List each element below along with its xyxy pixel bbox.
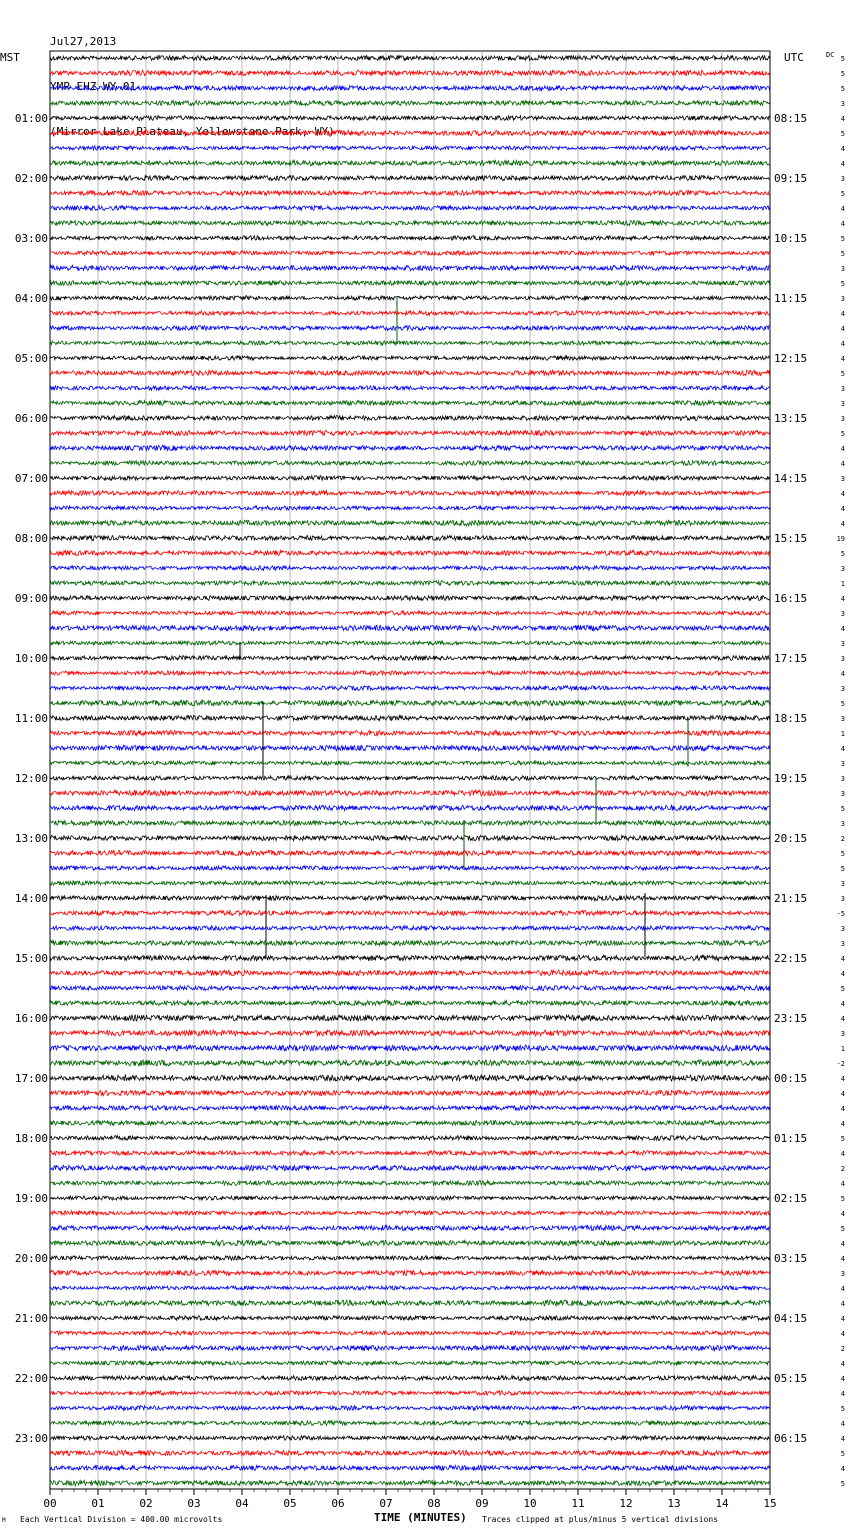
seismic-trace xyxy=(50,146,770,150)
dc-offset-label: 3 xyxy=(840,175,845,183)
right-hour-label: 10:15 xyxy=(774,232,808,245)
seismic-trace xyxy=(50,535,770,540)
dc-offset-label: 3 xyxy=(840,790,845,798)
left-hour-label: 02:00 xyxy=(14,172,48,185)
seismic-trace xyxy=(50,236,770,240)
right-hour-label: 23:15 xyxy=(774,1012,808,1025)
seismic-trace xyxy=(50,190,770,195)
seismic-trace xyxy=(50,1421,770,1426)
seismic-trace xyxy=(50,730,770,735)
right-hour-label: 15:15 xyxy=(774,532,808,545)
seismic-trace xyxy=(50,1015,770,1021)
dc-offset-label: 1 xyxy=(840,730,845,738)
right-hour-label: 00:15 xyxy=(774,1072,808,1085)
seismic-trace xyxy=(50,1300,770,1306)
left-hour-label: 18:00 xyxy=(14,1132,48,1145)
seismic-trace xyxy=(50,1165,770,1170)
seismic-trace xyxy=(50,1286,770,1290)
dc-offset-label: 4 xyxy=(840,310,845,318)
dc-offset-label: 4 xyxy=(840,625,845,633)
dc-offset-label: 4 xyxy=(840,160,845,168)
seismic-trace xyxy=(50,866,770,871)
seismic-trace xyxy=(50,1361,770,1365)
seismic-trace xyxy=(50,1060,770,1066)
dc-offset-label: 4 xyxy=(840,970,845,978)
left-hour-label: 22:00 xyxy=(14,1372,48,1385)
seismic-trace xyxy=(50,100,770,105)
seismic-trace xyxy=(50,1465,770,1470)
right-hour-label: 02:15 xyxy=(774,1192,808,1205)
right-hour-label: 20:15 xyxy=(774,832,808,845)
dc-offset-label: -2 xyxy=(836,1060,845,1068)
dc-offset-label: 4 xyxy=(840,340,845,348)
seismic-trace xyxy=(50,611,770,615)
dc-offset-label: 4 xyxy=(840,505,845,513)
dc-offset-label: 5 xyxy=(840,430,845,438)
x-tick-label: 14 xyxy=(715,1497,729,1510)
left-hour-label: 23:00 xyxy=(14,1432,48,1445)
dc-offset-label: 4 xyxy=(840,1435,845,1443)
seismic-trace xyxy=(50,1090,770,1095)
dc-offset-label: 5 xyxy=(840,280,845,288)
seismic-trace xyxy=(50,1225,770,1230)
dc-offset-label: 3 xyxy=(840,565,845,573)
seismic-trace xyxy=(50,820,770,825)
seismic-trace xyxy=(50,835,770,840)
dc-offset-label: 5 xyxy=(840,550,845,558)
dc-offset-label: 4 xyxy=(840,1330,845,1338)
seismic-trace xyxy=(50,1211,770,1215)
right-hour-label: 09:15 xyxy=(774,172,808,185)
seismic-trace xyxy=(50,506,770,510)
station-location: (Mirror Lake Plateau, Yellowstone Park, WY) xyxy=(50,125,335,138)
x-tick-label: 10 xyxy=(523,1497,537,1510)
seismic-trace xyxy=(50,805,770,811)
dc-offset-label: 5 xyxy=(840,130,845,138)
right-hour-label: 13:15 xyxy=(774,412,808,425)
left-hour-label: 08:00 xyxy=(14,532,48,545)
plot-date: Jul27,2013 xyxy=(50,35,117,48)
dc-offset-label: 1 xyxy=(840,1045,845,1053)
dc-offset-label: 3 xyxy=(840,295,845,303)
seismic-trace xyxy=(50,1436,770,1441)
dc-offset-label: 3 xyxy=(840,715,845,723)
dc-offset-label: 3 xyxy=(840,820,845,828)
seismic-trace xyxy=(50,70,770,76)
seismic-trace xyxy=(50,281,770,286)
seismic-trace xyxy=(50,671,770,676)
dc-offset-label: 3 xyxy=(840,385,845,393)
dc-offset-label: 4 xyxy=(840,445,845,453)
seismic-trace xyxy=(50,625,770,631)
dc-offset-label: 4 xyxy=(840,1465,845,1473)
dc-offset-label: 5 xyxy=(840,85,845,93)
left-hour-label: 04:00 xyxy=(14,292,48,305)
seismic-trace xyxy=(50,1030,770,1036)
right-hour-label: 21:15 xyxy=(774,892,808,905)
left-hour-label: 15:00 xyxy=(14,952,48,965)
seismic-trace xyxy=(50,955,770,961)
left-hour-label: 16:00 xyxy=(14,1012,48,1025)
seismic-trace xyxy=(50,491,770,496)
seismic-trace xyxy=(50,326,770,331)
seismic-trace xyxy=(50,520,770,526)
dc-offset-label: 5 xyxy=(840,1195,845,1203)
dc-offset-label: 3 xyxy=(840,655,845,663)
seismic-trace xyxy=(50,896,770,901)
seismic-trace xyxy=(50,761,770,765)
seismic-trace xyxy=(50,550,770,555)
dc-offset-label: 3 xyxy=(840,760,845,768)
dc-offset-label: 5 xyxy=(840,805,845,813)
dc-offset-label: 5 xyxy=(840,985,845,993)
seismic-trace xyxy=(50,700,770,706)
dc-offset-label: 3 xyxy=(840,895,845,903)
dc-offset-label: 5 xyxy=(840,370,845,378)
dc-offset-label: 4 xyxy=(840,1420,845,1428)
x-tick-label: 06 xyxy=(331,1497,345,1510)
dc-offset-label: 19 xyxy=(836,535,845,543)
seismic-trace xyxy=(50,1196,770,1200)
left-hour-label: 05:00 xyxy=(14,352,48,365)
dc-offset-label: 4 xyxy=(840,115,845,123)
dc-offset-label: 2 xyxy=(840,835,845,843)
seismic-trace xyxy=(50,910,770,915)
seismic-trace xyxy=(50,1270,770,1275)
dc-offset-label: 5 xyxy=(840,700,845,708)
right-hour-label: 05:15 xyxy=(774,1372,808,1385)
seismic-trace xyxy=(50,940,770,945)
dc-offset-label: 4 xyxy=(840,1015,845,1023)
dc-offset-label: 4 xyxy=(840,1285,845,1293)
dc-offset-label: 4 xyxy=(840,355,845,363)
seismic-trace xyxy=(50,1331,770,1335)
seismic-trace xyxy=(50,296,770,300)
dc-offset-label: 4 xyxy=(840,1315,845,1323)
dc-offset-label: 4 xyxy=(840,1180,845,1188)
seismic-trace xyxy=(50,160,770,165)
right-hour-label: 16:15 xyxy=(774,592,808,605)
dc-offset-label: 5 xyxy=(840,235,845,243)
dc-header-label: DC xyxy=(826,51,835,59)
dc-offset-label: 4 xyxy=(840,490,845,498)
dc-offset-label: 4 xyxy=(840,1240,845,1248)
right-hour-label: 04:15 xyxy=(774,1312,808,1325)
left-hour-label: 10:00 xyxy=(14,652,48,665)
dc-offset-label: 5 xyxy=(840,1450,845,1458)
dc-offset-label: 5 xyxy=(840,865,845,873)
left-hour-label: 21:00 xyxy=(14,1312,48,1325)
x-tick-label: 11 xyxy=(571,1497,585,1510)
left-hour-label: 17:00 xyxy=(14,1072,48,1085)
left-timezone-label: MST xyxy=(0,51,20,64)
x-tick-label: 01 xyxy=(91,1497,105,1510)
dc-offset-label: 3 xyxy=(840,265,845,273)
seismic-trace xyxy=(50,1376,770,1381)
dc-offset-label: 4 xyxy=(840,520,845,528)
seismic-trace xyxy=(50,461,770,466)
dc-offset-label: 3 xyxy=(840,925,845,933)
seismic-trace xyxy=(50,581,770,586)
seismic-trace xyxy=(50,641,770,645)
dc-offset-label: 5 xyxy=(840,1135,845,1143)
seismic-trace xyxy=(50,1045,770,1051)
dc-offset-label: 4 xyxy=(840,1105,845,1113)
dc-offset-label: 5 xyxy=(840,55,845,63)
left-hour-label: 07:00 xyxy=(14,472,48,485)
seismic-trace xyxy=(50,745,770,751)
seismic-trace xyxy=(50,1391,770,1395)
seismic-trace xyxy=(50,1106,770,1111)
right-hour-label: 06:15 xyxy=(774,1432,808,1445)
dc-offset-label: 5 xyxy=(840,1480,845,1488)
right-hour-label: 12:15 xyxy=(774,352,808,365)
seismic-trace xyxy=(50,686,770,691)
seismic-trace xyxy=(50,790,770,796)
right-hour-label: 01:15 xyxy=(774,1132,808,1145)
dc-offset-label: 4 xyxy=(840,1375,845,1383)
left-hour-label: 19:00 xyxy=(14,1192,48,1205)
dc-offset-label: 5 xyxy=(840,1405,845,1413)
dc-offset-label: 4 xyxy=(840,955,845,963)
x-tick-label: 07 xyxy=(379,1497,393,1510)
dc-offset-label: 3 xyxy=(840,880,845,888)
left-hour-label: 12:00 xyxy=(14,772,48,785)
dc-offset-label: 4 xyxy=(840,1000,845,1008)
dc-offset-label: 3 xyxy=(840,610,845,618)
dc-offset-label: 4 xyxy=(840,1150,845,1158)
dc-offset-label: 3 xyxy=(840,775,845,783)
dc-offset-label: 4 xyxy=(840,1255,845,1263)
seismic-trace xyxy=(50,1120,770,1125)
seismic-trace xyxy=(50,1075,770,1081)
dc-offset-label: 5 xyxy=(840,250,845,258)
dc-offset-label: -5 xyxy=(836,910,845,918)
right-hour-label: 19:15 xyxy=(774,772,808,785)
seismic-trace xyxy=(50,476,770,481)
seismic-trace xyxy=(50,1406,770,1411)
left-hour-label: 13:00 xyxy=(14,832,48,845)
seismic-trace xyxy=(50,1480,770,1485)
dc-offset-label: 4 xyxy=(840,1120,845,1128)
dc-offset-label: 5 xyxy=(840,850,845,858)
dc-offset-label: 4 xyxy=(840,145,845,153)
dc-offset-label: 3 xyxy=(840,100,845,108)
dc-offset-label: 4 xyxy=(840,1090,845,1098)
x-tick-label: 13 xyxy=(667,1497,681,1510)
x-tick-label: 04 xyxy=(235,1497,249,1510)
dc-offset-label: 4 xyxy=(840,1390,845,1398)
seismic-trace xyxy=(50,265,770,270)
seismic-trace xyxy=(50,986,770,991)
seismic-trace xyxy=(50,386,770,391)
dc-offset-label: 3 xyxy=(840,415,845,423)
dc-offset-label: 3 xyxy=(840,685,845,693)
x-tick-label: 12 xyxy=(619,1497,633,1510)
dc-offset-label: 4 xyxy=(840,220,845,228)
seismic-trace xyxy=(50,1450,770,1455)
seismic-trace xyxy=(50,416,770,421)
seismic-trace xyxy=(50,55,770,60)
dc-offset-label: 4 xyxy=(840,1210,845,1218)
seismic-trace xyxy=(50,401,770,406)
dc-offset-label: 5 xyxy=(840,190,845,198)
dc-offset-label: 4 xyxy=(840,325,845,333)
seismic-trace xyxy=(50,881,770,886)
seismic-trace xyxy=(50,311,770,315)
seismic-trace xyxy=(50,656,770,661)
x-tick-label: 09 xyxy=(475,1497,489,1510)
seismic-trace xyxy=(50,715,770,720)
dc-offset-label: 1 xyxy=(840,580,845,588)
dc-offset-label: 4 xyxy=(840,1360,845,1368)
seismic-trace xyxy=(50,206,770,211)
right-timezone-label: UTC xyxy=(784,51,804,64)
right-hour-label: 22:15 xyxy=(774,952,808,965)
left-hour-label: 09:00 xyxy=(14,592,48,605)
x-axis-label: TIME (MINUTES) xyxy=(374,1511,467,1524)
dc-offset-label: 3 xyxy=(840,475,845,483)
x-tick-label: 03 xyxy=(187,1497,201,1510)
dc-offset-label: 3 xyxy=(840,1030,845,1038)
seismic-trace xyxy=(50,1316,770,1321)
dc-offset-label: 4 xyxy=(840,205,845,213)
dc-offset-label: 4 xyxy=(840,595,845,603)
right-hour-label: 11:15 xyxy=(774,292,808,305)
seismic-trace xyxy=(50,1256,770,1260)
left-hour-label: 11:00 xyxy=(14,712,48,725)
seismic-trace xyxy=(50,596,770,601)
dc-offset-label: 2 xyxy=(840,1165,845,1173)
right-hour-label: 03:15 xyxy=(774,1252,808,1265)
seismic-trace xyxy=(50,356,770,360)
left-hour-label: 20:00 xyxy=(14,1252,48,1265)
seismic-trace xyxy=(50,130,770,136)
seismic-trace xyxy=(50,251,770,255)
x-tick-label: 15 xyxy=(763,1497,777,1510)
dc-offset-label: 3 xyxy=(840,640,845,648)
right-hour-label: 14:15 xyxy=(774,472,808,485)
seismic-trace xyxy=(50,850,770,855)
seismic-trace xyxy=(50,445,770,450)
seismic-trace xyxy=(50,430,770,435)
seismic-trace xyxy=(50,926,770,931)
dc-offset-label: 4 xyxy=(840,1075,845,1083)
right-hour-label: 17:15 xyxy=(774,652,808,665)
right-hour-label: 08:15 xyxy=(774,112,808,125)
seismic-trace xyxy=(50,221,770,226)
seismic-trace xyxy=(50,566,770,571)
dc-offset-label: 4 xyxy=(840,745,845,753)
seismic-trace xyxy=(50,1240,770,1245)
right-hour-label: 18:15 xyxy=(774,712,808,725)
clip-note: Traces clipped at plus/minus 5 vertical divisions xyxy=(482,1515,719,1524)
x-tick-label: 05 xyxy=(283,1497,297,1510)
dc-offset-label: 2 xyxy=(840,1345,845,1353)
dc-offset-label: 4 xyxy=(840,460,845,468)
seismic-trace xyxy=(50,370,770,375)
seismic-trace xyxy=(50,341,770,345)
left-hour-label: 06:00 xyxy=(14,412,48,425)
seismic-trace xyxy=(50,1000,770,1005)
seismic-trace xyxy=(50,86,770,91)
left-hour-label: 01:00 xyxy=(14,112,48,125)
x-tick-label: 02 xyxy=(139,1497,153,1510)
seismic-trace xyxy=(50,116,770,121)
seismic-trace xyxy=(50,1151,770,1156)
dc-offset-label: 3 xyxy=(840,1270,845,1278)
seismic-trace xyxy=(50,1136,770,1141)
corner-mark: M xyxy=(2,1517,6,1524)
seismic-trace xyxy=(50,175,770,180)
seismic-trace xyxy=(50,970,770,976)
dc-offset-label: 5 xyxy=(840,1225,845,1233)
left-hour-label: 14:00 xyxy=(14,892,48,905)
dc-offset-label: 5 xyxy=(840,70,845,78)
dc-offset-label: 3 xyxy=(840,940,845,948)
x-tick-label: 08 xyxy=(427,1497,441,1510)
dc-offset-label: 4 xyxy=(840,1300,845,1308)
left-hour-label: 03:00 xyxy=(14,232,48,245)
seismic-trace xyxy=(50,1181,770,1186)
seismic-trace xyxy=(50,776,770,781)
dc-offset-label: 4 xyxy=(840,670,845,678)
station-code: YMP EHZ WY 01 xyxy=(50,80,137,93)
seismic-trace xyxy=(50,1345,770,1350)
dc-offset-label: 3 xyxy=(840,400,845,408)
x-tick-label: 00 xyxy=(43,1497,57,1510)
vertical-division-note: Each Vertical Division = 400.00 microvolts xyxy=(20,1515,223,1524)
